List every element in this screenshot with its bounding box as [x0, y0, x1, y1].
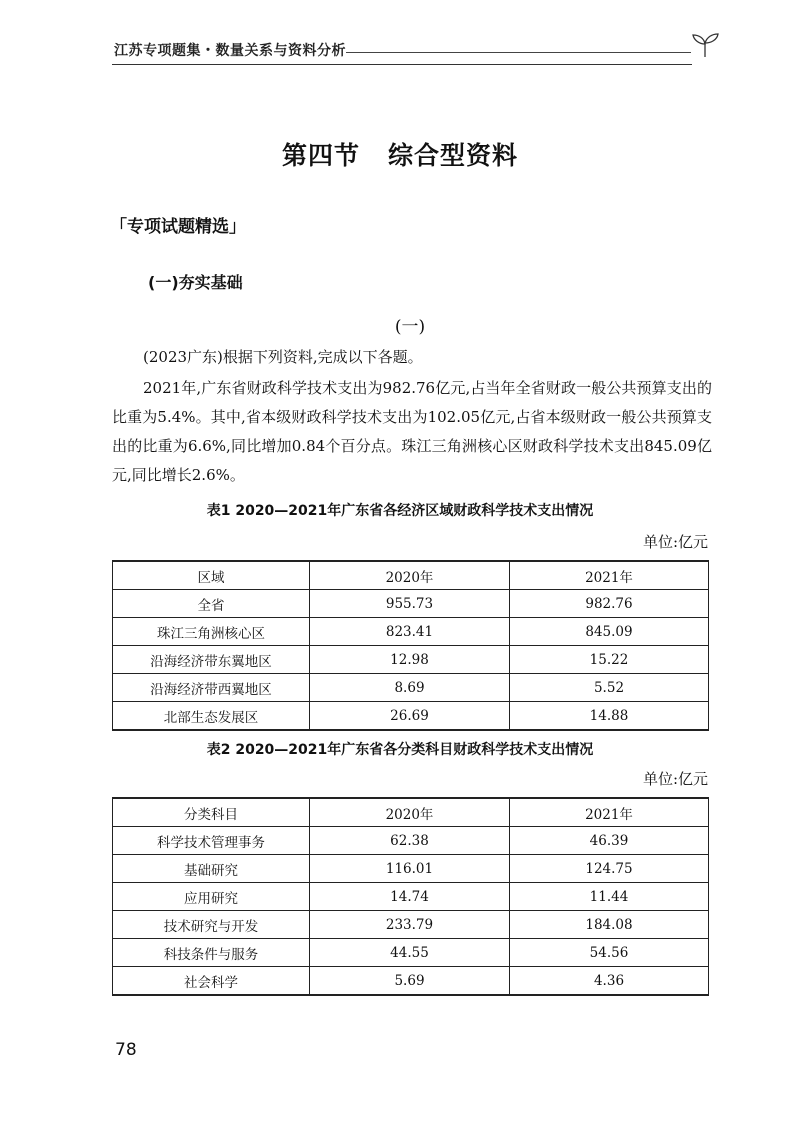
table1: [112, 560, 709, 731]
sprout-icon: [690, 32, 720, 58]
table-cell: 应用研究: [113, 883, 310, 911]
table-cell: 184.08: [510, 911, 709, 939]
table-cell: 沿海经济带东翼地区: [113, 646, 310, 674]
table-row: [113, 702, 709, 731]
header-dashed-rule: [346, 52, 691, 53]
table-cell: 珠江三角洲核心区: [113, 618, 310, 646]
table-row: [113, 883, 709, 911]
table2-unit: 单位:亿元: [642, 770, 708, 788]
sub-heading: (一)夯实基础: [148, 273, 243, 292]
table-cell: 845.09: [510, 618, 709, 646]
question-number: (一): [394, 317, 426, 337]
table-cell: 社会科学: [113, 967, 310, 996]
table-cell: 124.75: [510, 855, 709, 883]
table-cell: 沿海经济带西翼地区: [113, 674, 310, 702]
table-cell: 14.88: [510, 702, 709, 731]
page-number: 78: [115, 1040, 137, 1060]
table1-unit: 单位:亿元: [642, 533, 708, 551]
table-cell: 116.01: [310, 855, 510, 883]
table1-caption: 表1 2020—2021年广东省各经济区域财政科学技术支出情况: [206, 503, 594, 519]
table2: [112, 797, 709, 996]
section-name: 综合型资料: [388, 141, 519, 170]
running-header-title: 江苏专项题集・数量关系与资料分析: [114, 43, 346, 59]
table-cell: 5.69: [310, 967, 510, 996]
table-header-cell: 2020年: [310, 561, 510, 590]
table-cell: 12.98: [310, 646, 510, 674]
question-intro: (2023广东)根据下列资料,完成以下各题。: [143, 348, 423, 366]
section-number: 第四节: [281, 141, 360, 170]
table-cell: 15.22: [510, 646, 709, 674]
table-header-cell: 2021年: [510, 798, 709, 827]
table-cell: 8.69: [310, 674, 510, 702]
table-row: [113, 618, 709, 646]
table-cell: 14.74: [310, 883, 510, 911]
table2-caption: 表2 2020—2021年广东省各分类科目财政科学技术支出情况: [206, 742, 594, 758]
table-header-cell: 区域: [113, 561, 310, 590]
table-cell: 982.76: [510, 590, 709, 618]
table-cell: 科学技术管理事务: [113, 827, 310, 855]
table-cell: 5.52: [510, 674, 709, 702]
table-cell: 4.36: [510, 967, 709, 996]
table-cell: 46.39: [510, 827, 709, 855]
table-cell: 823.41: [310, 618, 510, 646]
table-row: [113, 911, 709, 939]
table-header-cell: 分类科目: [113, 798, 310, 827]
table-cell: 955.73: [310, 590, 510, 618]
table-row: [113, 646, 709, 674]
table-row: [113, 939, 709, 967]
section-title: [0, 136, 800, 172]
table-cell: 科技条件与服务: [113, 939, 310, 967]
table-cell: 62.38: [310, 827, 510, 855]
table-row: [113, 967, 709, 996]
table-cell: 44.55: [310, 939, 510, 967]
table-cell: 54.56: [510, 939, 709, 967]
header-rule: [112, 64, 692, 65]
table-cell: 26.69: [310, 702, 510, 731]
table-header-cell: 2020年: [310, 798, 510, 827]
table-cell: 技术研究与开发: [113, 911, 310, 939]
table-row: [113, 674, 709, 702]
table-row: [113, 855, 709, 883]
table-cell: 北部生态发展区: [113, 702, 310, 731]
table-cell: 基础研究: [113, 855, 310, 883]
table-row: [113, 590, 709, 618]
table-header-row: [113, 798, 709, 827]
bracket-heading: 「专项试题精选」: [110, 217, 246, 237]
table-header-row: [113, 561, 709, 590]
table-cell: 233.79: [310, 911, 510, 939]
table-cell: 全省: [113, 590, 310, 618]
material-paragraph: 2021年,广东省财政科学技术支出为982.76亿元,占当年全省财政一般公共预算支出的比重为5.4%。其中,省本级财政科学技术支出为102.05亿元,占省本级财政一般公共预算支出的比重为6.6%,同比增加0.84个百分点。珠江三角洲核心区财政科学技术支出845.09亿元,同比增长2.6%。: [112, 379, 712, 484]
table-cell: 11.44: [510, 883, 709, 911]
table-header-cell: 2021年: [510, 561, 709, 590]
table-row: [113, 827, 709, 855]
